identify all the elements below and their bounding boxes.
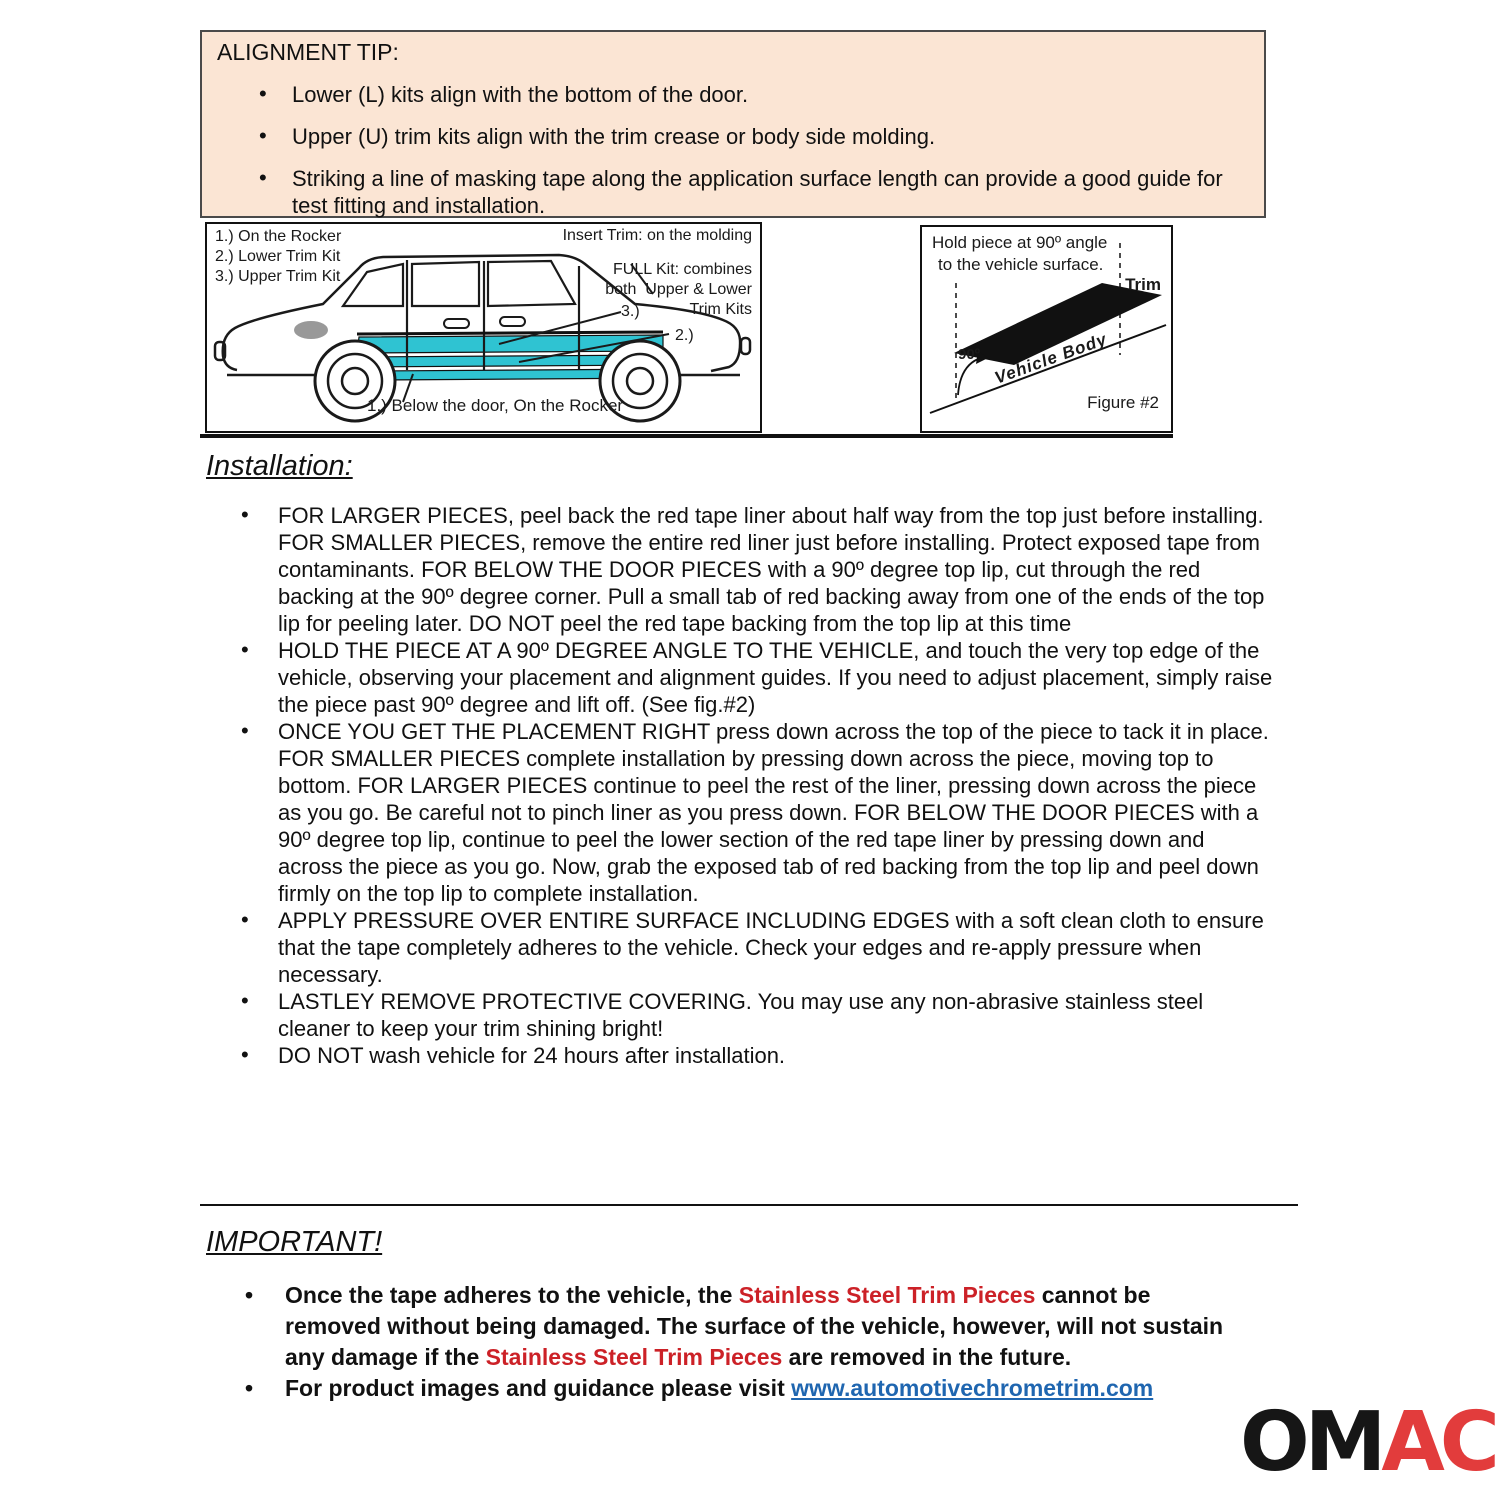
alignment-tip-list	[202, 81, 1264, 219]
section-divider	[200, 1204, 1298, 1206]
insert-trim-note: Insert Trim: on the molding	[562, 227, 752, 244]
installation-step	[205, 907, 1305, 988]
alignment-tip-box	[200, 30, 1266, 218]
figure2-number-label: Figure #2	[1087, 393, 1159, 412]
important-red-text: Stainless Steel Trim Pieces	[485, 1344, 783, 1370]
installation-step	[205, 718, 1305, 907]
body-molding-line	[357, 332, 663, 334]
installation-step	[205, 502, 1305, 637]
installation-step-text: ONCE YOU GET THE PLACEMENT RIGHT press down across the top of the piece to tack it in place. FOR SMALLER PIECES complete installation by pressing down across the piece, moving top to bottom. FOR LARGER PIECES continue to peel the rest of the liner, pressing down across the piece as you go. Be careful not to pinch liner as you press down. FOR BELOW THE DOOR PIECES with a 90º degree top lip, continue to peel the lower section of the red tape liner by pressing down and across the piece as you go. Now, grab the exposed tab of red backing from the top lip and peel down firmly on the top lip to complete installation.	[278, 719, 1282, 906]
installation-step-text: FOR LARGER PIECES, peel back the red tape liner about half way from the top just before installing. FOR SMALLER PIECES, remove the entire red liner just before installing. Protect exposed tape from contaminants. FOR BELOW THE DOOR PIECES with a 90º degree top lip, cut through the red backing at the 90º degree corner. Pull a small tab of red backing away from one of the ends of the top lip for peeling later. DO NOT peel the red tape backing from the top lip at this time	[278, 503, 1271, 636]
installation-step	[205, 988, 1305, 1042]
tip-item-text: Lower (L) kits align with the bottom of the door.	[292, 82, 749, 107]
alignment-tip-item	[292, 165, 1246, 219]
alignment-tip-item	[292, 123, 1246, 150]
installation-steps-list	[205, 502, 1305, 1069]
tip-item-text: Striking a line of masking tape along the application surface length can provide a good guide for test fitting and installation.	[292, 166, 1229, 218]
important-notes-list	[205, 1280, 1300, 1404]
diagram-bottom-rule	[200, 434, 1173, 438]
vehicle-body-label: Vehicle Body	[992, 329, 1110, 388]
chrome-trim-website-link[interactable]: www.automotivechrometrim.com	[791, 1375, 1154, 1401]
alignment-tip-item	[292, 81, 1246, 108]
installation-step	[205, 637, 1305, 718]
installation-step-text: DO NOT wash vehicle for 24 hours after installation.	[278, 1043, 786, 1068]
lower-trim-callout: 2.)	[675, 327, 694, 344]
fender-spot	[294, 321, 328, 339]
installation-step	[205, 1042, 1305, 1069]
tip-item-text: Upper (U) trim kits align with the trim crease or body side molding.	[292, 124, 936, 149]
figure2-box	[920, 225, 1173, 433]
full-kit-line: FULL Kit: combines	[612, 261, 752, 278]
figure2-caption-line: to the vehicle surface.	[938, 255, 1104, 274]
omac-logo	[1240, 1390, 1495, 1494]
important-text: Once the tape adheres to the vehicle, the	[285, 1282, 739, 1308]
installation-step-text: APPLY PRESSURE OVER ENTIRE SURFACE INCLUDING EDGES with a soft clean cloth to ensure that the tape completely adheres to the vehicle. Check your edges and re-apply pressure when necessary.	[278, 908, 1270, 987]
alignment-tip-title: ALIGNMENT TIP:	[217, 39, 399, 65]
legend-line: 2.) Lower Trim Kit	[215, 248, 341, 265]
car-diagram-legend	[215, 227, 341, 287]
legend-line: 1.) On the Rocker	[215, 228, 342, 245]
omac-logo-red-letters: AC	[1381, 1394, 1495, 1490]
angle-90-label: 90º	[958, 346, 981, 363]
important-red-text: Stainless Steel Trim Pieces	[738, 1282, 1036, 1308]
upper-trim-callout: 3.)	[621, 303, 640, 320]
trim-label: Trim	[1125, 275, 1161, 294]
car-trim-diagram-box	[205, 222, 762, 433]
installation-step-text: HOLD THE PIECE AT A 90º DEGREE ANGLE TO THE VEHICLE, and touch the very top edge of the vehicle, observing your placement and alignment guides. If you need to adjust placement, simply raise the piece past 90º degree and lift off. (See fig.#2)	[278, 638, 1279, 717]
important-text: are removed in the future.	[782, 1344, 1072, 1370]
figure2-caption-line: Hold piece at 90º angle	[932, 233, 1108, 252]
full-kit-line: both Upper & Lower	[605, 281, 752, 298]
installation-heading: Installation:	[206, 450, 353, 482]
figure2-caption	[932, 232, 1107, 276]
installation-step-text: LASTLEY REMOVE PROTECTIVE COVERING. You may use any non-abrasive stainless steel cleaner to keep your trim shining bright!	[278, 989, 1210, 1041]
important-text: cannot be removed without being damaged. The surface of the vehicle, however, will not sustain any damage if the	[285, 1282, 1230, 1370]
important-text: For product images and guidance please visit	[285, 1375, 792, 1401]
full-kit-line: Trim Kits	[689, 301, 752, 318]
important-note	[205, 1280, 1300, 1373]
important-note	[205, 1373, 1300, 1404]
legend-line: 3.) Upper Trim Kit	[215, 268, 341, 285]
below-door-note: 1.) Below the door, On the Rocker	[367, 396, 624, 415]
omac-logo-black-letters: OM	[1240, 1394, 1382, 1490]
important-heading: IMPORTANT!	[206, 1226, 383, 1258]
